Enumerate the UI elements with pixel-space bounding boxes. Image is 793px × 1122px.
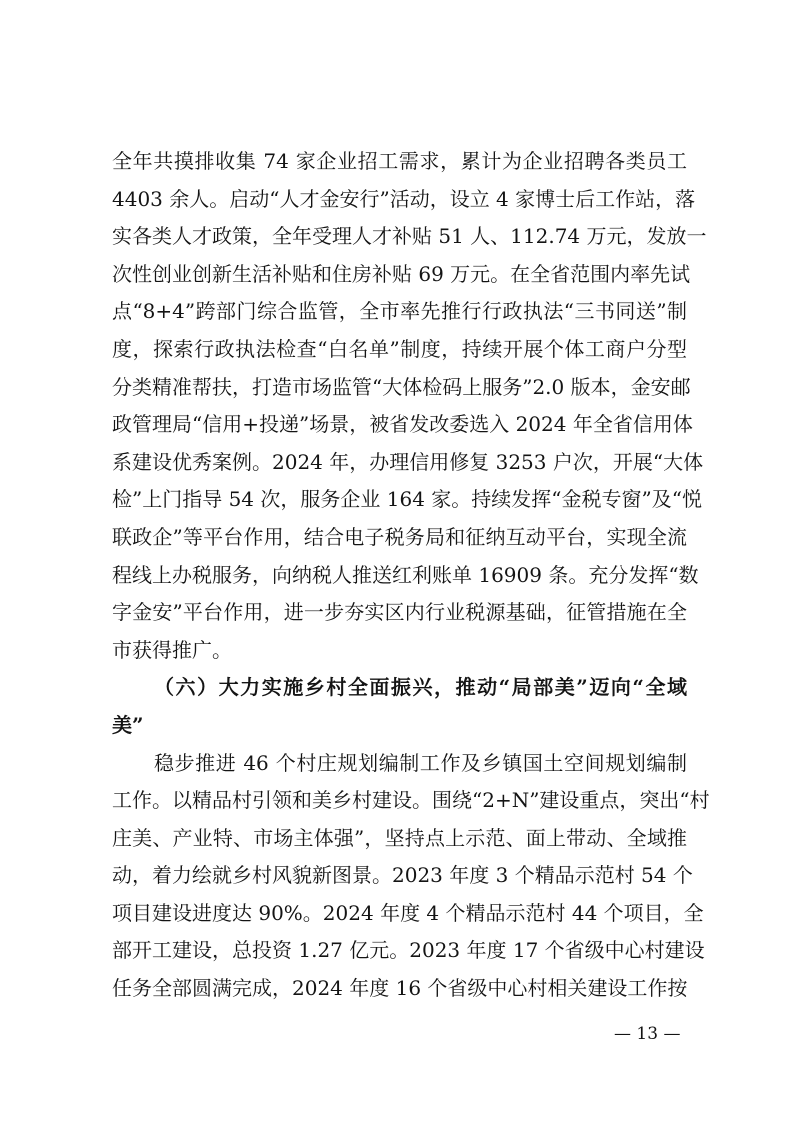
section-heading-line: （六）大力实施乡村全面振兴，推动“局部美”迈向“全域 <box>154 675 687 700</box>
paragraph-1-line: 实各类人才政策，全年受理人才补贴 51 人、112.74 万元，发放一 <box>112 224 707 249</box>
paragraph-1-line: 检”上门指导 54 次，服务企业 164 家。持续发挥“金税专窗”及“悦 <box>112 487 702 512</box>
paragraph-1-line: 4403 余人。启动“人才金安行”活动，设立 4 家博士后工作站，落 <box>112 186 696 211</box>
paragraph-1-line: 度，探索行政执法检查“白名单”制度，持续开展个体工商户分型 <box>112 336 687 361</box>
page-number: — 13 — <box>614 1024 681 1044</box>
body-text <box>112 143 710 1008</box>
paragraph-1-line: 政管理局“信用+投递”场景，被省发改委选入 2024 年全省信用体 <box>112 412 693 437</box>
section-heading-line: 美” <box>112 712 144 737</box>
paragraph-2-line: 任务全部圆满完成，2024 年度 16 个省级中心村相关建设工作按 <box>112 976 688 1001</box>
paragraph-1-line: 联政企”等平台作用，结合电子税务局和征纳互动平台，实现全流 <box>112 524 687 549</box>
paragraph-1-line: 点“8+4”跨部门综合监管，全市率先推行行政执法“三书同送”制 <box>112 299 687 324</box>
paragraph-1-line: 系建设优秀案例。2024 年，办理信用修复 3253 户次，开展“大体 <box>112 449 704 474</box>
paragraph-2-line: 工作。以精品村引领和美乡村建设。围绕“2+N”建设重点，突出“村 <box>112 788 710 813</box>
paragraph-1-line: 次性创业创新生活补贴和住房补贴 69 万元。在全省范围内率先试 <box>112 261 691 286</box>
paragraph-1-line: 字金安”平台作用，进一步夯实区内行业税源基础，征管措施在全 <box>112 600 687 625</box>
paragraph-2-line: 庄美、产业特、市场主体强”，坚持点上示范、面上带动、全域推 <box>112 825 687 850</box>
paragraph-2-line: 稳步推进 46 个村庄规划编制工作及乡镇国土空间规划编制 <box>154 750 687 775</box>
paragraph-1-line: 全年共摸排收集 74 家企业招工需求，累计为企业招聘各类员工 <box>112 149 687 173</box>
paragraph-1-line: 市获得推广。 <box>112 637 232 662</box>
paragraph-1-line: 分类精准帮扶，打造市场监管“大体检码上服务”2.0 版本，金安邮 <box>112 374 691 399</box>
paragraph-2-line: 部开工建设，总投资 1.27 亿元。2023 年度 17 个省级中心村建设 <box>112 938 705 963</box>
paragraph-2-line: 项目建设进度达 90%。2024 年度 4 个精品示范村 44 个项目，全 <box>112 900 704 925</box>
paragraph-2-line: 动，着力绘就乡村风貌新图景。2023 年度 3 个精品示范村 54 个 <box>112 863 693 888</box>
paragraph-1-line: 程线上办税服务，向纳税人推送红利账单 16909 条。充分发挥“数 <box>112 562 699 587</box>
